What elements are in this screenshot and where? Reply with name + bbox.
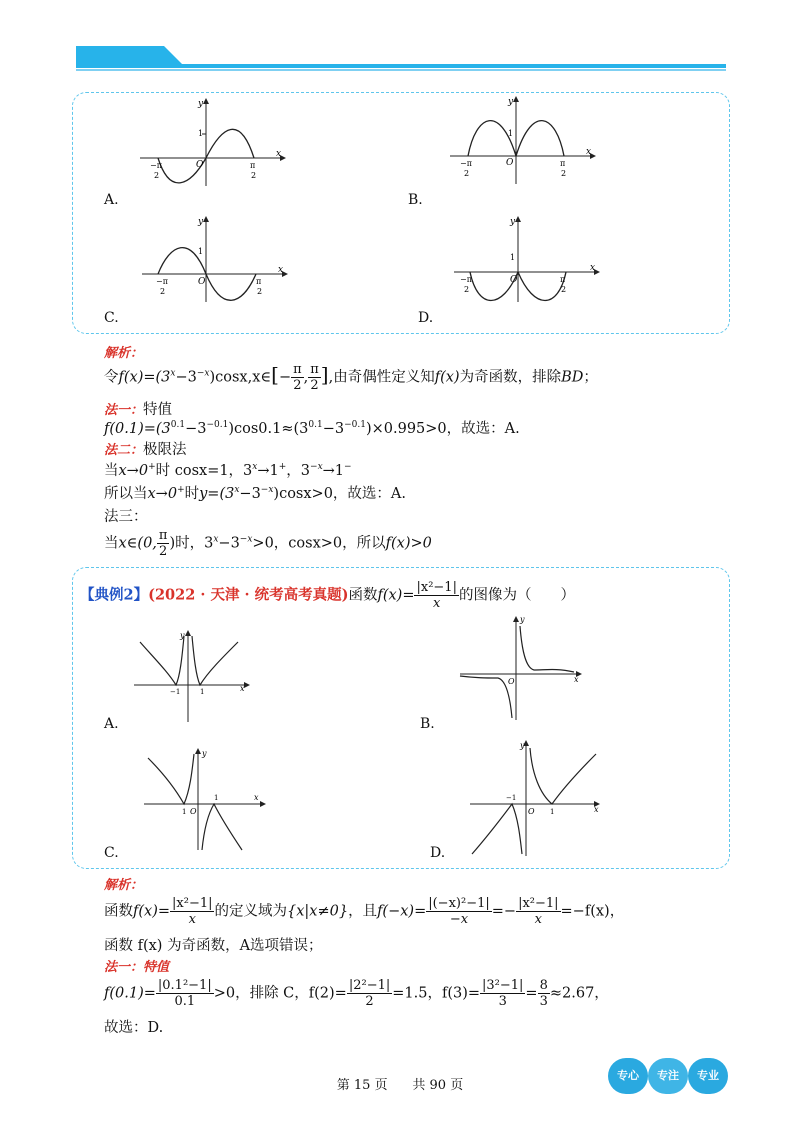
page-number: 第 15 页 <box>336 1078 388 1093</box>
header-bar <box>76 46 726 72</box>
label-x: x <box>590 263 596 273</box>
option-1b[interactable]: B. <box>408 192 423 208</box>
example2-title: 【典例2】(2022 · 天津 · 统考高考真题)函数f(x)= $\frac{\text{|x²−1|}}{x}$ 的图像为（ ） <box>80 580 575 611</box>
label-one: 1 <box>510 253 516 262</box>
graph-1a <box>140 96 290 188</box>
label-pi: π <box>560 159 566 168</box>
graph-2a <box>134 628 254 724</box>
header-line <box>76 64 726 68</box>
label-pi: π <box>560 275 566 284</box>
option-1a[interactable]: A. <box>104 192 119 208</box>
label-one: 1 <box>198 129 204 138</box>
analysis2-line3: f(0.1)= $\frac{\text{|0.1²−1|}}{0.1}$ >0，排除 C，f(2)= $\frac{\text{|2²−1|}}{2}$ =1.5，f(3)= $\frac{\text{|3²−1|}}{3}$ = $\frac{8}{3}$ ≈2.67， <box>104 978 609 1009</box>
graph-1b <box>450 94 600 186</box>
label-x: x <box>574 675 579 684</box>
label-origin: O <box>506 158 514 168</box>
label-one: 1 <box>550 808 555 816</box>
label-two: 2 <box>251 171 257 180</box>
option-2c[interactable]: C. <box>104 845 119 861</box>
label-origin: O <box>508 677 515 686</box>
label-two: 2 <box>464 285 470 294</box>
label-y: y <box>520 615 525 624</box>
label-two: 2 <box>561 285 567 294</box>
label-two: 2 <box>464 169 470 178</box>
label-y: y <box>508 97 514 107</box>
label-one: 1 <box>182 808 187 816</box>
label-origin: O <box>528 807 535 816</box>
analysis1-line3: $f(0.1)=(3^{0.1}-3^{-0.1})\cos 0.1\approx(3^{0.1}-3^{-0.1})\times 0.995>0$，故选：A. <box>104 420 520 437</box>
analysis2-line1: 函数f(x)= $\frac{\text{|x²−1|}}{x}$ 的定义域为{x|x≠0}，且f(−x)= $\frac{\text{|(−x)²−1|}}{-x}$ =− $\frac{\text{|x²−1|}}{x}$ =−f(x)， <box>104 896 625 927</box>
badge-2: 专注 <box>648 1058 688 1094</box>
analysis1-line7: 法三： <box>104 509 148 525</box>
graph-1d <box>454 214 604 304</box>
label-neg-pi: −π <box>150 161 162 170</box>
label-pi: π <box>256 277 262 286</box>
label-y: y <box>180 631 185 640</box>
label-one: 1 <box>198 247 204 256</box>
option-2d[interactable]: D. <box>430 845 446 861</box>
page-total: 共 90 页 <box>412 1078 464 1093</box>
label-y: y <box>202 749 207 758</box>
badge-1: 专心 <box>608 1058 648 1094</box>
label-neg-one: −1 <box>506 794 517 802</box>
analysis1-tag: 解析： <box>104 346 144 361</box>
label-one: 1 <box>200 688 205 696</box>
label-y: y <box>198 217 204 227</box>
label-y: y <box>198 99 204 109</box>
label-origin: O <box>190 807 197 816</box>
label-origin: O <box>198 277 206 287</box>
analysis1-line5: 当x→0+时 cosx=1，$3^x\to 1^+$，$3^{-x}\to 1^-$ <box>104 462 352 479</box>
label-neg-pi: −π <box>156 277 168 286</box>
label-two: 2 <box>160 287 166 296</box>
graph-2d <box>466 738 606 858</box>
label-pi: π <box>250 161 256 170</box>
badge-group <box>608 1058 728 1094</box>
analysis1-line6: 所以当x→0+时$y=(3^x-3^{-x})\cos x>0$，故选：A. <box>104 485 407 502</box>
analysis2-tag: 解析： <box>104 878 144 893</box>
graph-1c <box>142 214 292 304</box>
label-x: x <box>586 147 592 157</box>
option-2b[interactable]: B. <box>420 716 435 732</box>
method2-line: 法二：极限法 <box>104 442 187 458</box>
label-two: 2 <box>257 287 263 296</box>
label-one: 1 <box>214 794 219 802</box>
label-x: x <box>276 149 282 159</box>
label-x: x <box>278 265 284 275</box>
label-y: y <box>510 217 516 227</box>
label-x: x <box>594 805 599 814</box>
analysis1-line1: 令$f(x)=(3^x-3^{-x})\cos x,x\in[-$ $\frac{\pi}{2}$ , $\frac{\pi}{2}$ ],由奇偶性定义知f(x)为奇函数，排除BD； <box>104 362 598 393</box>
analysis1-line8: 当x∈(0, $\frac{\pi}{2}$ )时，$3^x-3^{-x}>0$，cosx>0，所以f(x)>0 <box>104 528 432 559</box>
label-two: 2 <box>154 171 160 180</box>
label-y: y <box>520 741 525 750</box>
option-1c[interactable]: C. <box>104 310 119 326</box>
label-one: 1 <box>508 129 514 138</box>
header-line-thin <box>76 69 726 71</box>
label-origin: O <box>196 160 204 170</box>
badge-3: 专业 <box>688 1058 728 1094</box>
method1-line: 法一：特值 <box>104 402 173 418</box>
label-neg-pi: −π <box>460 275 472 284</box>
graph-2c <box>140 746 270 852</box>
label-neg-one: −1 <box>170 688 181 696</box>
label-origin: O <box>510 275 518 285</box>
analysis2-method1: 法一：特值 <box>104 960 170 975</box>
analysis2-line2: 函数 f(x) 为奇函数，A选项错误； <box>104 938 323 954</box>
option-1d[interactable]: D. <box>418 310 434 326</box>
option-2a[interactable]: A. <box>104 716 119 732</box>
label-x: x <box>240 684 245 693</box>
label-two: 2 <box>561 169 567 178</box>
analysis2-line4: 故选：D. <box>104 1020 164 1036</box>
label-x: x <box>254 793 259 802</box>
label-neg-pi: −π <box>460 159 472 168</box>
graph-2b <box>456 612 586 722</box>
